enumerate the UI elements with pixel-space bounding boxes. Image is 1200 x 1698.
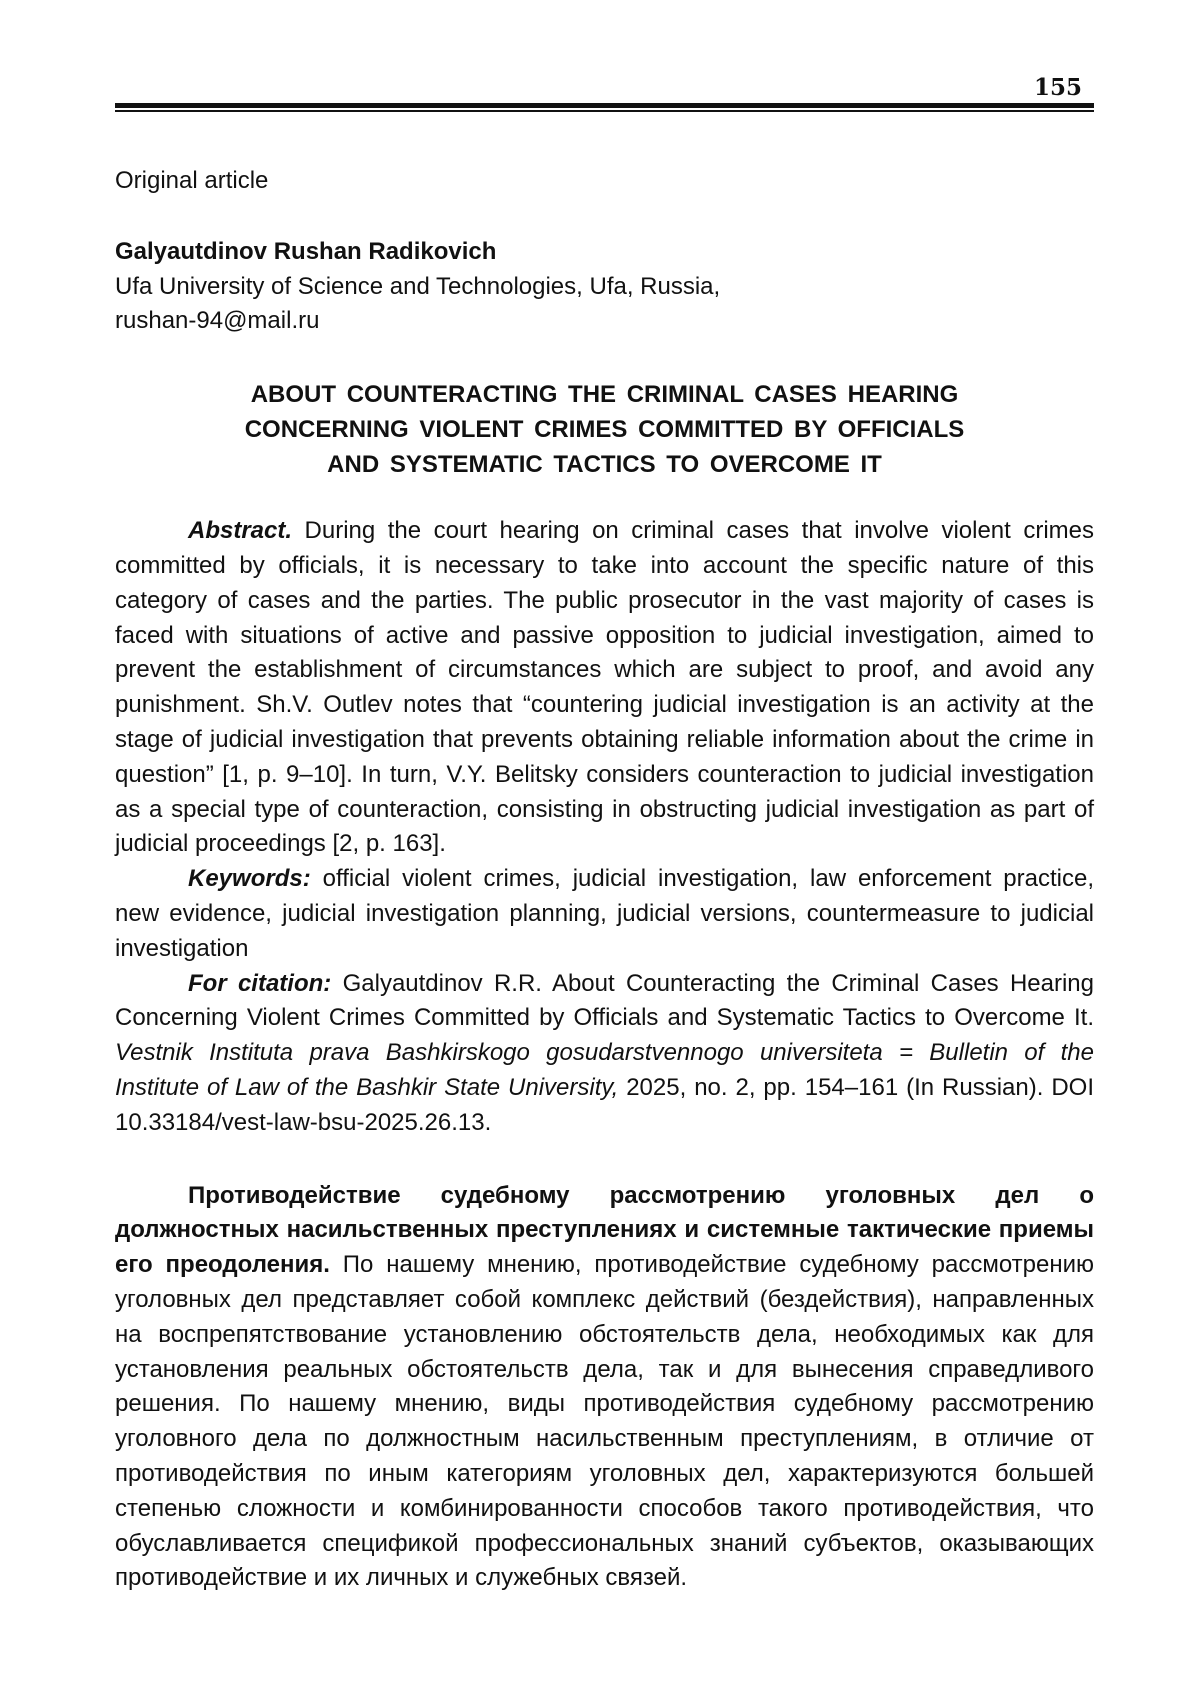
author-affiliation: Ufa University of Science and Technologies, Ufa, Russia,	[115, 272, 721, 300]
page-number: 155	[1033, 74, 1082, 101]
article-title	[115, 377, 1094, 482]
page-header	[115, 70, 1094, 114]
header-rule-thin	[115, 110, 1094, 112]
citation-journal: Vestnik Instituta prava Bashkirskogo gosudarstvennogo universiteta = Bulletin of the Institute of Law of the Bashkir State University,	[115, 1039, 1094, 1101]
article-type: Original article	[115, 167, 269, 194]
abstract-text: During the court hearing on criminal cases that involve violent crimes committed by officials, it is necessary to take into account the specific nature of this category of cases and the parties. The public prosecutor in the vast majority of cases is faced with situations of active and passive opposition to judicial investigation, aimed to prevent the establishment of circumstances which are subject to proof, and avoid any punishment. Sh.V. Outlev notes that “countering judicial investigation is an activity at the stage of judicial investigation that prevents obtaining reliable information about the crime in question” [1, p. 9–10]. In turn, V.Y. Belitsky considers counteraction to judicial investigation as a special type of counteraction, consisting in obstructing judicial investigation as part of judicial proceedings [2, p. 163].	[115, 517, 1094, 858]
title-line: AND SYSTEMATIC TACTICS TO OVERCOME IT	[327, 451, 882, 479]
author-block	[115, 235, 1094, 339]
article-body	[115, 164, 1094, 1596]
russian-heading: Противодействие судебному рассмотрению уголовных дел о должностных насильственных преступлениях и системные тактические приемы его преодоления.	[115, 1181, 1094, 1279]
title-line: CONCERNING VIOLENT CRIMES COMMITTED BY OFFICIALS	[244, 416, 965, 444]
author-name: Galyautdinov Rushan Radikovich	[115, 237, 497, 265]
citation	[115, 967, 1094, 1141]
citation-details: 2025, no. 2, pp. 154–161 (In Russian). DOI 10.33184/vest-law-bsu-2025.26.13.	[115, 1073, 1094, 1136]
abstract-label: Abstract.	[188, 517, 293, 545]
author-email: rushan-94@mail.ru	[115, 307, 320, 335]
russian-section	[115, 1179, 1094, 1597]
abstract-block	[115, 514, 1094, 1140]
abstract	[115, 514, 1094, 862]
russian-text: По нашему мнению, противодействие судебному рассмотрению уголовных дел представляет собой комплекс действий (бездействия), направленных на воспрепятствование установлению обстоятельств дела, необходимых как для установления реальных обстоятельств дела, так и для вынесения справедливого решения. По нашему мнению, виды противодействия судебному рассмотрению уголовного дела по должностным насильственным преступлениям, в отличие от противодействия по иным категориям уголовных дел, характеризуются большей степенью сложности и комбинированности способов такого противодействия, что обуславливается спецификой профессиональных знаний субъектов, оказывающих противодействие и их личных и служебных связей.	[115, 1251, 1095, 1592]
title-line: ABOUT COUNTERACTING THE CRIMINAL CASES HEARING	[250, 381, 959, 409]
header-rule-thick	[115, 103, 1094, 108]
keywords-label: Keywords:	[188, 865, 311, 893]
russian-paragraph	[115, 1179, 1094, 1597]
keywords-text: official violent crimes, judicial investigation, law enforcement practice, new evidence, judicial investigation planning, judicial versions, countermeasure to judicial investigation	[115, 865, 1094, 962]
keywords	[115, 862, 1094, 966]
citation-label: For citation:	[188, 969, 332, 997]
citation-text: Galyautdinov R.R. About Counteracting the Criminal Cases Hearing Concerning Violent Crimes Committed by Officials and Systematic Tactics to Overcome It.	[115, 969, 1095, 1032]
